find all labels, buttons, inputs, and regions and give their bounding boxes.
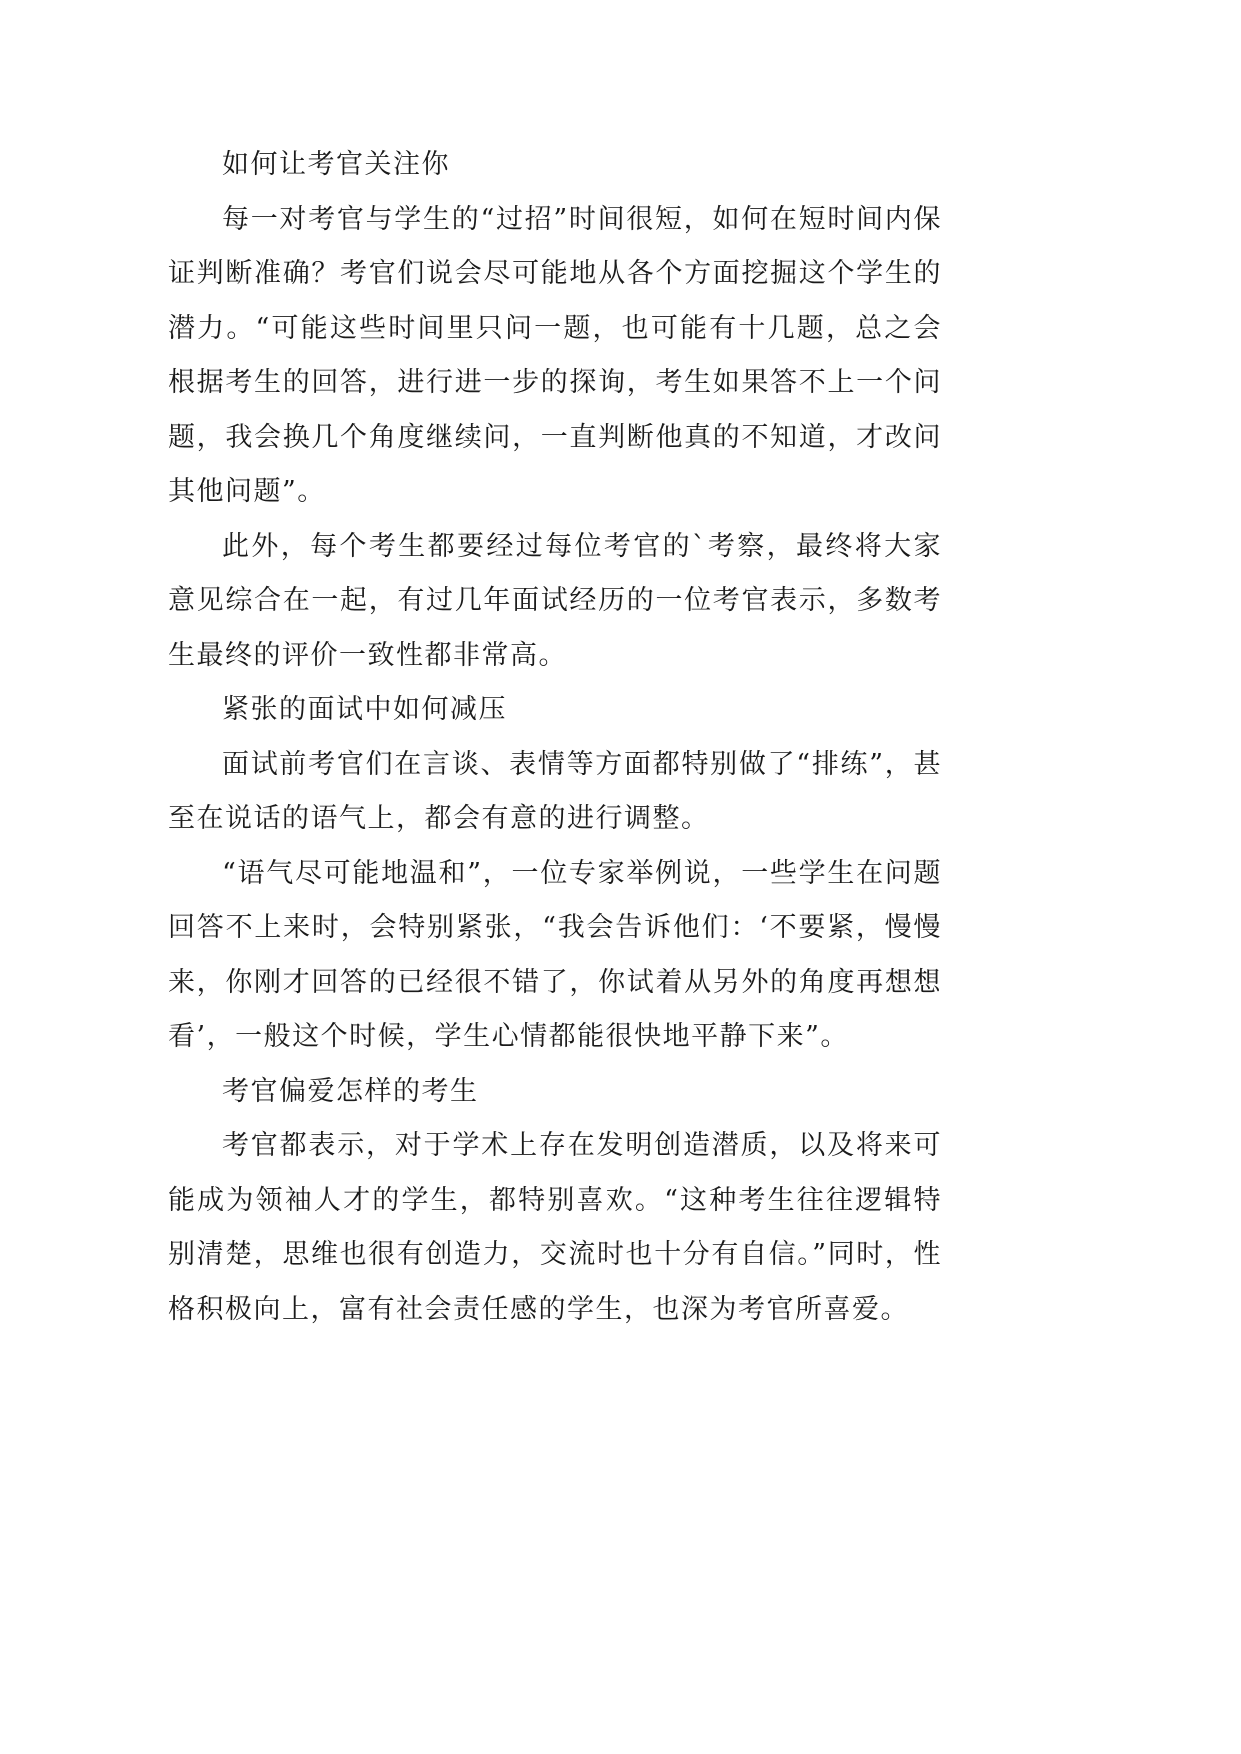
document-body (168, 138, 942, 1337)
body-paragraph: 考官都表示，对于学术上存在发明创造潜质，以及将来可能成为领袖人才的学生，都特别喜欢。“这种考生往往逻辑特别清楚，思维也很有创造力，交流时也十分有自信。”同时，性格积极向上，富有社会责任感的学生，也深为考官所喜爱。 (168, 1130, 942, 1325)
body-paragraph: 每一对考官与学生的“过招”时间很短，如何在短时间内保证判断准确？考官们说会尽可能地从各个方面挖掘这个学生的潜力。“可能这些时间里只问一题，也可能有十几题，总之会根据考生的回答，进行进一步的探询，考生如果答不上一个问题，我会换几个角度继续问，一直判断他真的不知道，才改问其他问题”。 (168, 203, 942, 507)
section-heading-stress: 紧张的面试中如何减压 (222, 694, 507, 725)
section-heading-preference: 考官偏爱怎样的考生 (222, 1075, 479, 1107)
body-paragraph: 面试前考官们在言谈、表情等方面都特别做了“排练”，甚至在说话的语气上，都会有意的进行调整。 (168, 748, 942, 834)
body-paragraph: 此外，每个考生都要经过每位考官的`考察，最终将大家意见综合在一起，有过几年面试经历的一位考官表示，多数考生最终的评价一致性都非常高。 (168, 530, 942, 671)
section-heading-attention: 如何让考官关注你 (222, 149, 450, 180)
body-paragraph: “语气尽可能地温和”，一位专家举例说，一些学生在问题回答不上来时，会特别紧张，“我会告诉他们：‘不要紧，慢慢来，你刚才回答的已经很不错了，你试着从另外的角度再想想看’，一般这个时候，学生心情都能很快地平静下来”。 (168, 857, 942, 1052)
